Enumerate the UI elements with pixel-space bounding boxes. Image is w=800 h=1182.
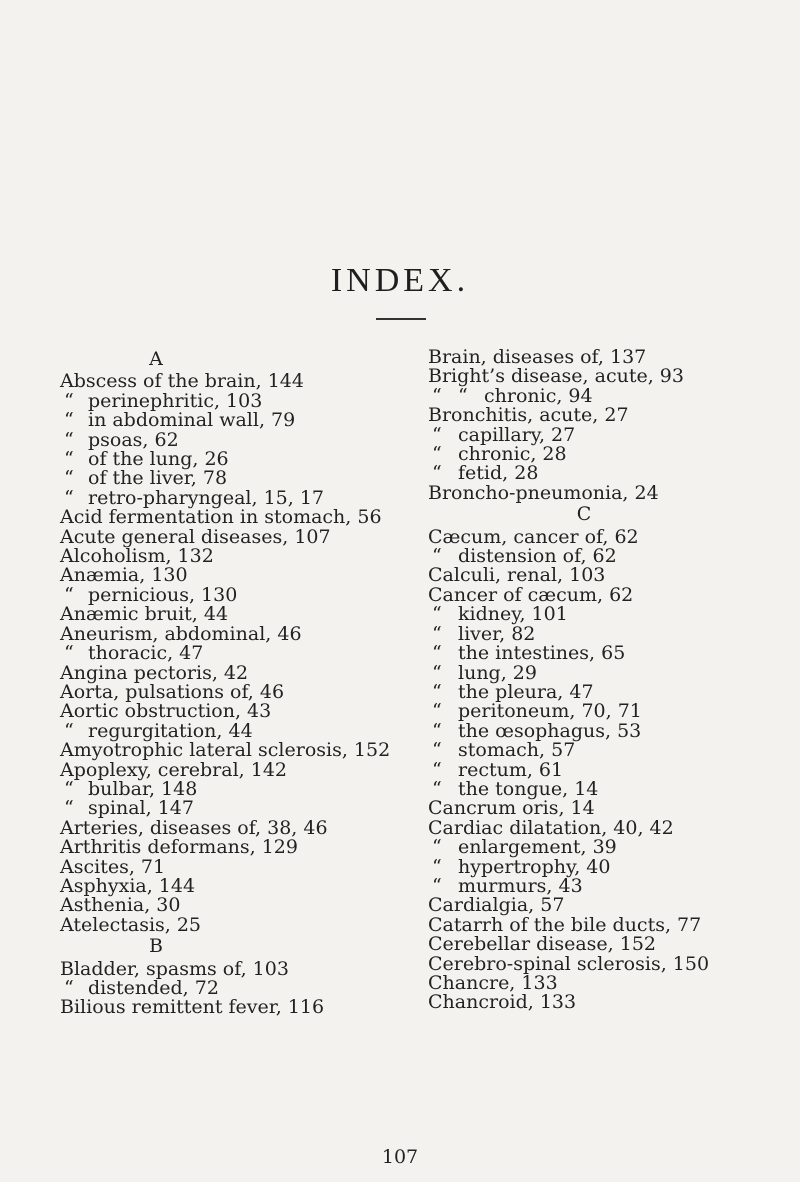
ditto-mark: “ [432,758,442,781]
ditto-mark: “ [432,545,442,568]
subentry-text: regurgitation, 44 [88,719,253,742]
index-entry: Bilious remittent fever, 116 [60,996,325,1019]
subentry-text: the intestines, 65 [458,642,626,665]
ditto-mark: “ [432,384,442,407]
index-entry: Cerebellar disease, 152 [428,933,657,956]
subentry-text: perinephritic, 103 [88,389,263,412]
ditto-mark: “ [432,642,442,665]
ditto-mark: “ [432,739,442,762]
index-entry: Cæcum, cancer of, 62 [428,525,639,548]
subentry-text: liver, 82 [458,622,536,645]
subentry-text: kidney, 101 [458,603,568,626]
ditto-mark: “ [458,384,468,407]
ditto-mark: “ [432,855,442,878]
index-subentry [60,644,400,663]
page-number: 107 [381,1146,419,1168]
ditto-mark: “ [64,583,74,606]
subentry-text: of the liver, 78 [88,467,228,490]
subentry-text: distension of, 62 [458,545,617,568]
ditto-mark: “ [432,700,442,723]
index-entry: Acute general diseases, 107 [60,525,331,548]
section-letter: C [576,503,592,526]
ditto-mark: “ [432,874,442,897]
subentry-text: bulbar, 148 [88,777,198,800]
ditto-mark: “ [64,448,74,471]
index-entry: Anæmia, 130 [60,564,188,587]
subentry-text: retro-pharyngeal, 15, 17 [88,486,325,509]
index-entry: Aorta, pulsations of, 46 [60,680,285,703]
index-entry: Angina pectoris, 42 [60,661,249,684]
ditto-mark: “ [64,977,74,999]
ditto-mark: “ [432,777,442,800]
index-entry: Acid fermentation in stomach, 56 [60,506,382,529]
index-entry: Cancrum oris, 14 [428,797,595,820]
ditto-mark: “ [64,389,74,412]
subentry-text: pernicious, 130 [88,583,238,606]
ditto-mark: “ [64,486,74,509]
ditto-mark: “ [64,719,74,742]
ditto-mark: “ [64,428,74,451]
subentry-text: the pleura, 47 [458,680,594,703]
index-entry: Brain, diseases of, 137 [428,346,647,368]
subentry-text: of the lung, 26 [88,448,229,471]
subentry-text: hypertrophy, 40 [458,855,611,878]
ditto-mark: “ [432,423,442,446]
ditto-mark: “ [432,603,442,626]
index-entry: Abscess of the brain, 144 [60,370,304,393]
ditto-mark: “ [432,462,442,485]
title-rule [376,318,426,320]
section-letter: A [149,348,163,370]
subentry-text: thoracic, 47 [88,642,204,665]
subentry-text: spinal, 147 [88,797,194,820]
ditto-mark: “ [64,797,74,820]
subentry-text: rectum, 61 [458,758,564,781]
ditto-mark: “ [432,443,442,466]
index-entry: Arteries, diseases of, 38, 46 [60,816,328,839]
ditto-mark: “ [432,836,442,859]
subentry-text: fetid, 28 [458,462,539,485]
index-entry: Cardiac dilatation, 40, 42 [428,816,674,839]
index-entry: Alcoholism, 132 [60,545,214,568]
index-entry: Amyotrophic lateral sclerosis, 152 [60,739,391,762]
index-entry: Bronchitis, acute, 27 [428,404,629,427]
index-entry: Calculi, renal, 103 [428,564,606,587]
index-entry: Cancer of cæcum, 62 [428,583,634,606]
index-column-left [60,348,400,1018]
ditto-mark: “ [64,467,74,490]
subentry-text: lung, 29 [458,661,537,684]
subentry-text: peritoneum, 70, 71 [458,700,642,723]
index-entry: Chancroid, 133 [428,991,577,1014]
index-entry: Ascites, 71 [60,855,166,878]
subentry-text: stomach, 57 [458,739,576,762]
index-entry: Bladder, spasms of, 103 [60,957,289,980]
subentry-text: capillary, 27 [458,423,576,446]
subentry-text: chronic, 94 [484,384,593,407]
index-entry: Cardialgia, 57 [428,894,565,917]
subentry-text: enlargement, 39 [458,836,617,859]
ditto-mark: “ [432,680,442,703]
index-column-right [428,348,788,1013]
index-entry: Arthritis deformans, 129 [60,836,298,859]
ditto-mark: “ [64,409,74,432]
index-subentry [428,464,788,483]
subentry-text: in abdominal wall, 79 [88,409,296,432]
index-entry: Apoplexy, cerebral, 142 [60,758,288,781]
index-entry: Asphyxia, 144 [60,874,196,897]
page-title: INDEX. [330,262,470,299]
index-entry: Catarrh of the bile ducts, 77 [428,913,702,936]
index-entry: Cerebro-spinal sclerosis, 150 [428,952,710,975]
ditto-mark: “ [64,642,74,665]
subentry-text: distended, 72 [88,977,219,999]
ditto-mark: “ [432,622,442,645]
index-entry: Bright’s disease, acute, 93 [428,365,684,388]
subentry-text: psoas, 62 [88,428,179,451]
subentry-text: chronic, 28 [458,443,567,466]
ditto-mark: “ [432,719,442,742]
index-entry: Asthenia, 30 [60,894,181,917]
subentry-text: the œsophagus, 53 [458,719,642,742]
subentry-text: murmurs, 43 [458,874,583,897]
index-entry: Atelectasis, 25 [60,913,202,936]
index-entry: Aortic obstruction, 43 [60,700,272,723]
subentry-text: the tongue, 14 [458,777,599,800]
index-entry: Chancre, 133 [428,972,558,994]
index-subentry [60,799,400,818]
index-entry: Aneurism, abdominal, 46 [60,622,302,645]
index-entry: Anæmic bruit, 44 [60,603,229,626]
ditto-mark: “ [432,661,442,684]
ditto-mark: “ [64,777,74,800]
index-entry: Broncho-pneumonia, 24 [428,481,659,504]
section-letter: B [149,935,163,958]
